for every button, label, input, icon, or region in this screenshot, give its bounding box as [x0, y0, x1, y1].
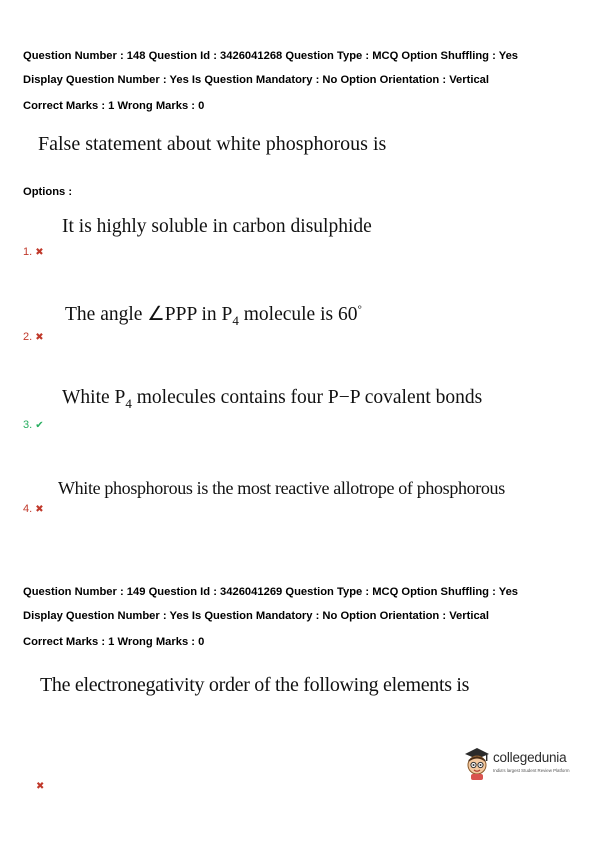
- subscript: 4: [125, 395, 132, 411]
- cross-icon: ✖: [36, 781, 45, 792]
- q148-options-label: Options :: [23, 186, 73, 198]
- cross-icon: ✖: [35, 504, 44, 515]
- q149-meta-line2: Display Question Number : Yes Is Question Mandatory : No Option Orientation : Vertical: [23, 610, 490, 622]
- option-number: 1.: [23, 246, 33, 258]
- subscript: 4: [232, 312, 239, 328]
- logo-wordmark: collegedunia: [493, 750, 567, 765]
- check-icon: ✔: [35, 420, 44, 431]
- q148-option-4-marker: [23, 503, 44, 515]
- graduate-mascot-icon: [462, 745, 492, 781]
- option-text-part: White P: [62, 387, 126, 408]
- q148-option-1-marker: [23, 246, 44, 258]
- q148-option-2-text: [65, 302, 362, 329]
- q148-question-text: False statement about white phosphorous is: [38, 133, 387, 155]
- logo-tagline: India's largest Student Review Platform: [493, 768, 570, 773]
- q148-option-3-text: [62, 387, 482, 412]
- q149-meta-line3: Correct Marks : 1 Wrong Marks : 0: [23, 636, 205, 648]
- q148-option-1-text: It is highly soluble in carbon disulphide: [62, 216, 372, 237]
- option-number: 2.: [23, 331, 33, 343]
- collegedunia-logo: [462, 745, 582, 781]
- option-text-part: molecule is 60: [238, 304, 358, 325]
- superscript: °: [357, 303, 362, 316]
- option-number: 4.: [23, 503, 33, 515]
- q148-option-3-marker: [23, 419, 44, 431]
- option-text-part: The angle ∠PPP in P: [65, 304, 233, 325]
- q148-meta-line2: Display Question Number : Yes Is Question Mandatory : No Option Orientation : Vertical: [23, 74, 490, 86]
- option-number: 3.: [23, 419, 33, 431]
- option-text-part: molecules contains four P−P covalent bonds: [131, 387, 483, 408]
- q149-meta-line1: Question Number : 149 Question Id : 3426041269 Question Type : MCQ Option Shuffling : Yes: [23, 586, 519, 598]
- q148-option-2-marker: [23, 331, 44, 343]
- q149-question-text: The electronegativity order of the following elements is: [40, 674, 470, 696]
- q148-option-4-text: White phosphorous is the most reactive allotrope of phosphorous: [58, 478, 505, 498]
- cross-icon: ✖: [35, 332, 44, 343]
- cross-icon: ✖: [35, 247, 44, 258]
- q148-meta-line1: Question Number : 148 Question Id : 3426041268 Question Type : MCQ Option Shuffling : Yes: [23, 50, 519, 62]
- q148-meta-line3: Correct Marks : 1 Wrong Marks : 0: [23, 100, 205, 112]
